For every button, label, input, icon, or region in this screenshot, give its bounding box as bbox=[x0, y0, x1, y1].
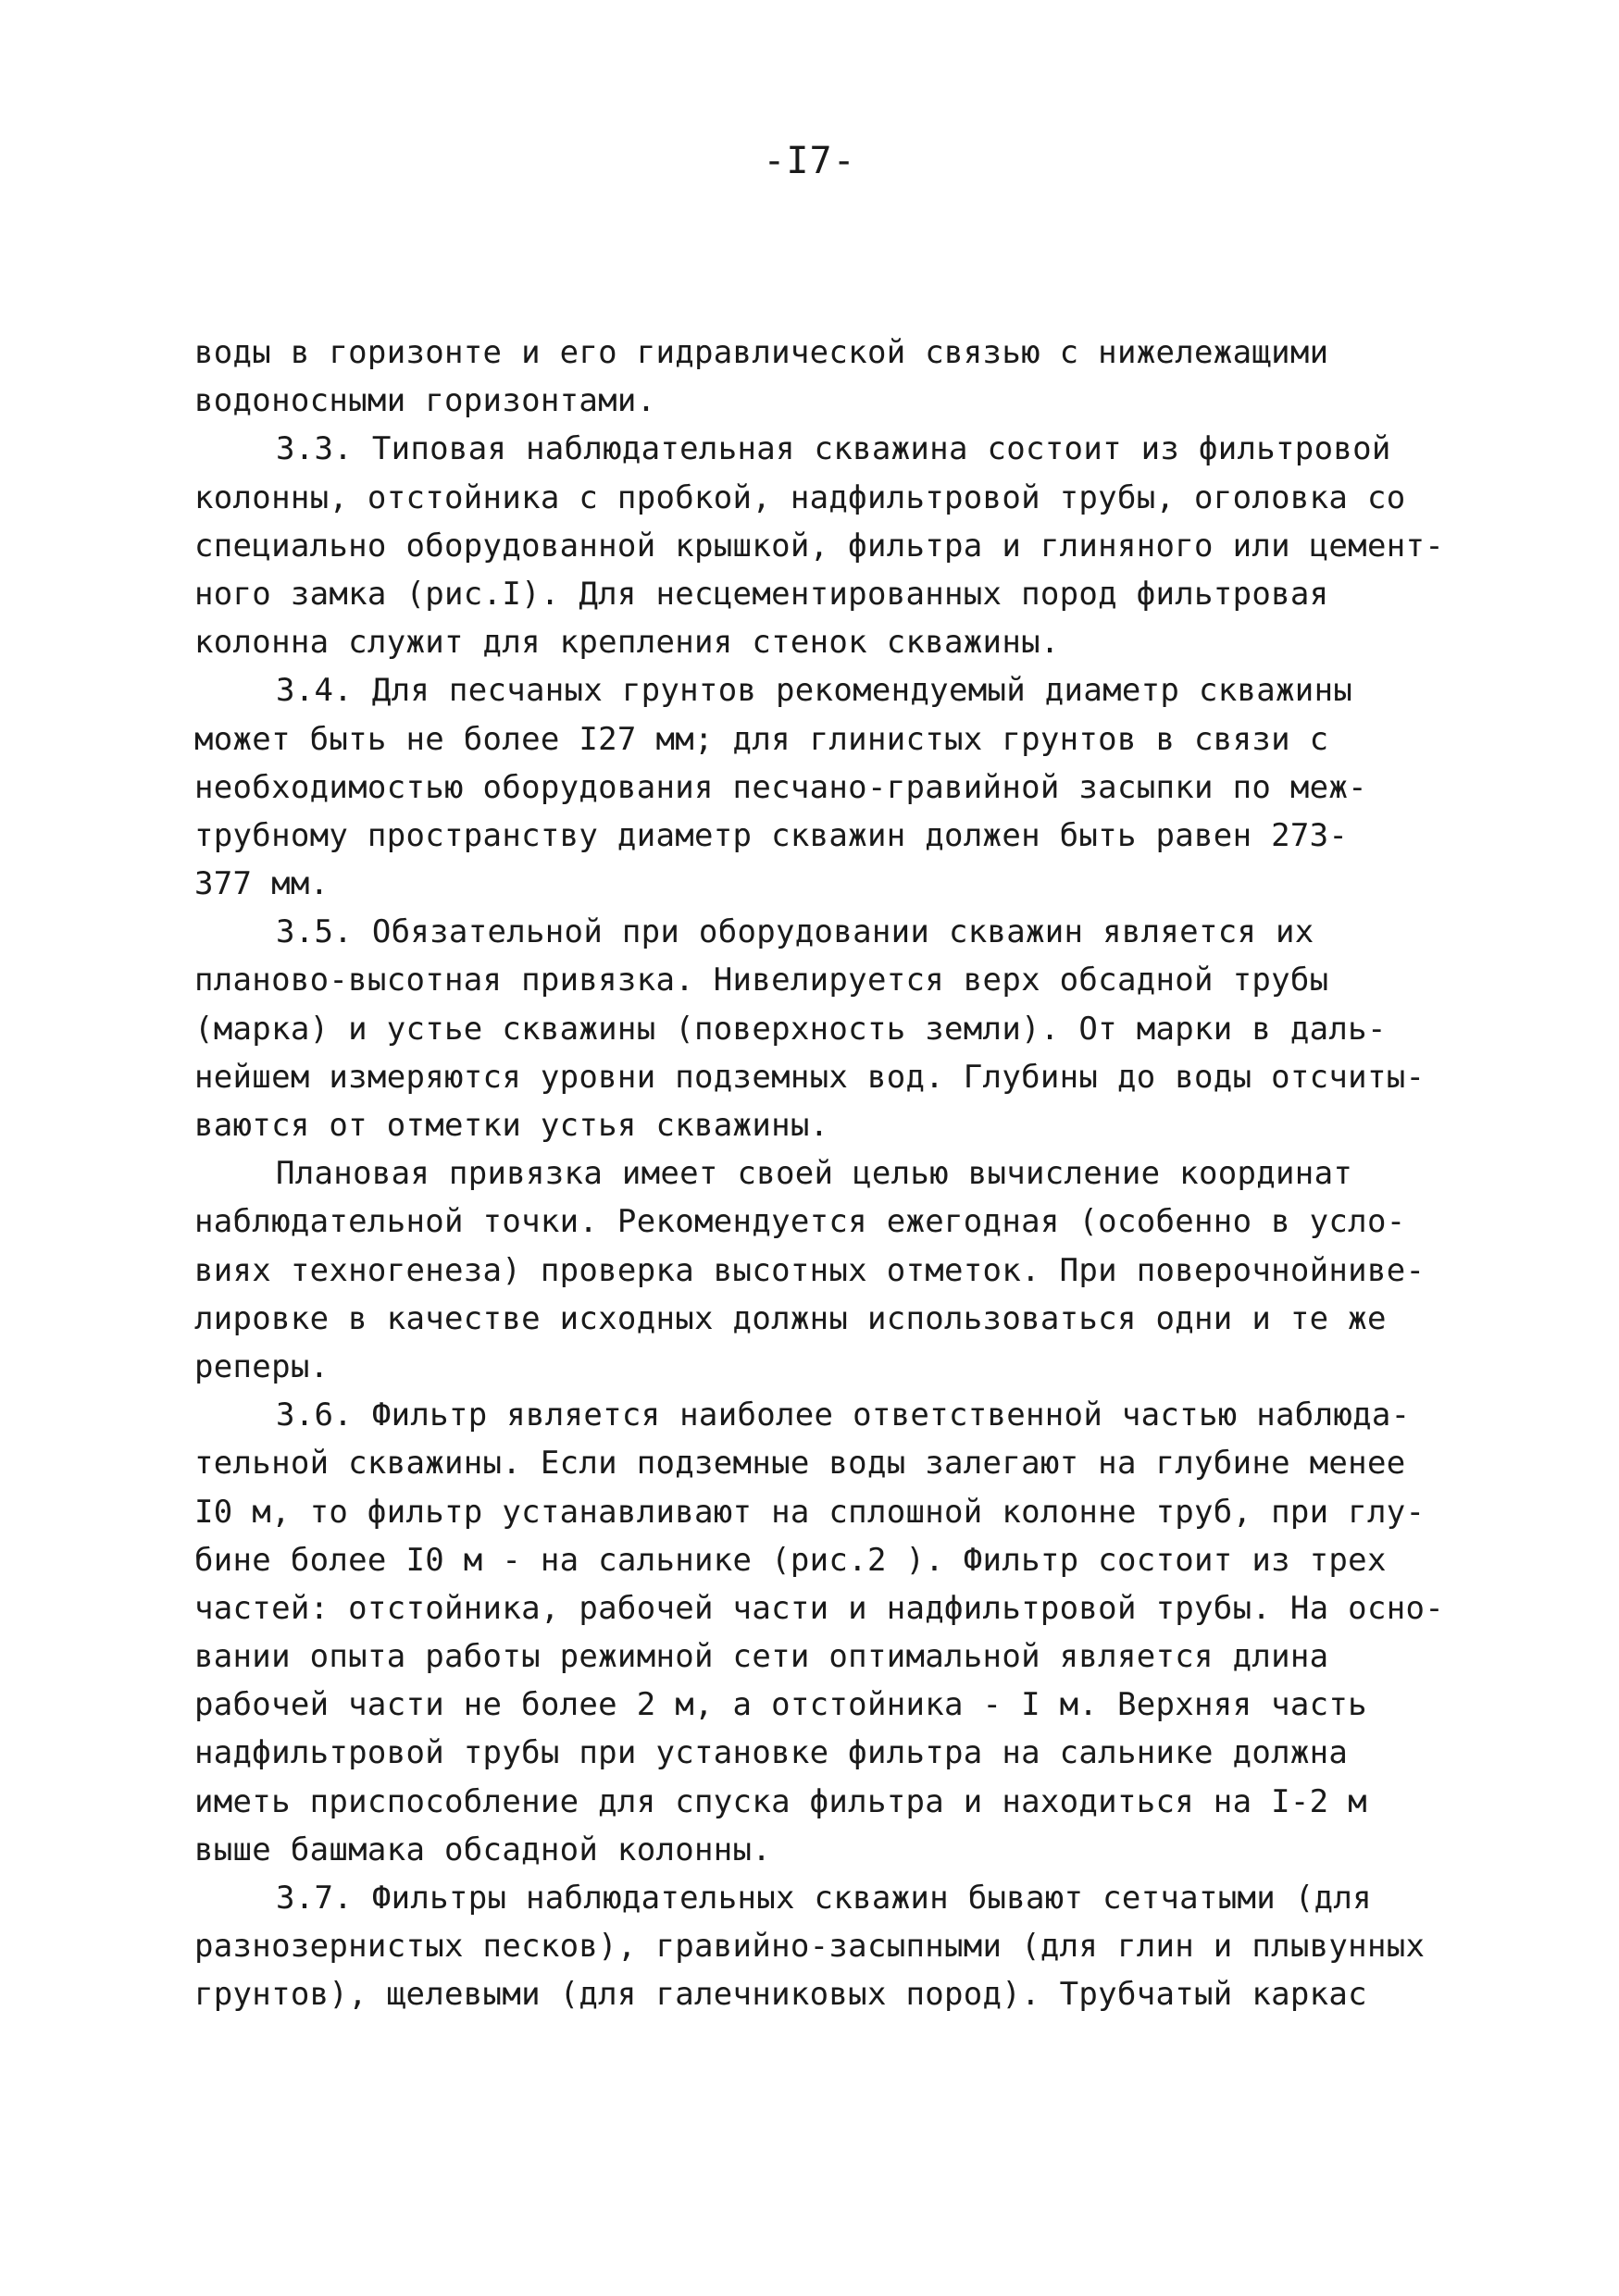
text-line: трубному пространству диаметр скважин должен быть равен 273- bbox=[194, 816, 1349, 854]
text-line: нейшем измеряются уровни подземных вод. Глубины до воды отсчиты- bbox=[194, 1058, 1426, 1096]
text-line: вании опыта работы режимной сети оптимальной является длина bbox=[194, 1638, 1329, 1676]
text-line: ного замка (рис.I). Для несцементированных пород фильтровая bbox=[194, 575, 1329, 613]
text-line: 3.7. Фильтры наблюдательных скважин бывают сетчатыми (для bbox=[276, 1880, 1372, 1917]
text-line: 377 мм. bbox=[194, 865, 330, 903]
text-line: надфильтровой трубы при установке фильтра на сальнике должна bbox=[194, 1734, 1349, 1772]
text-line: колонны, отстойника с пробкой, надфильтровой трубы, оголовка со bbox=[194, 478, 1406, 516]
text-line: водоносными горизонтами. bbox=[194, 382, 656, 420]
text-line: виях техногенеза) проверка высотных отметок. При поверочнойниве- bbox=[194, 1251, 1426, 1289]
text-line: наблюдательной точки. Рекомендуется ежегодная (особенно в усло- bbox=[194, 1203, 1406, 1241]
text-line: рабочей части не более 2 м, а отстойника - I м. Верхняя часть bbox=[194, 1686, 1367, 1724]
text-line: Плановая привязка имеет своей целью вычисление координат bbox=[276, 1155, 1353, 1193]
text-line: иметь приспособление для спуска фильтра и находиться на I-2 м bbox=[194, 1782, 1367, 1820]
page-number: -I7- bbox=[763, 140, 856, 182]
text-line: бине более I0 м - на сальнике (рис.2 ). Фильтр состоит из трех bbox=[194, 1541, 1387, 1579]
text-line: (марка) и устье скважины (поверхность земли). От марки в даль- bbox=[194, 1010, 1387, 1048]
text-line: выше башмака обсадной колонны. bbox=[194, 1831, 772, 1868]
text-line: частей: отстойника, рабочей части и надфильтровой трубы. На осно- bbox=[194, 1589, 1445, 1627]
text-line: воды в горизонте и его гидравлической связью с нижележащими bbox=[194, 334, 1329, 371]
text-line: I0 м, то фильтр устанавливают на сплошной колонне труб, при глу- bbox=[194, 1493, 1426, 1531]
text-line: 3.6. Фильтр является наиболее ответственной частью наблюда- bbox=[276, 1396, 1411, 1434]
text-line: специально оборудованной крышкой, фильтра и глиняного или цемент- bbox=[194, 527, 1445, 565]
text-line: реперы. bbox=[194, 1347, 330, 1385]
text-line: тельной скважины. Если подземные воды залегают на глубине менее bbox=[194, 1445, 1406, 1483]
text-line: колонна служит для крепления стенок скважины. bbox=[194, 624, 1060, 662]
text-line: ваются от отметки устья скважины. bbox=[194, 1107, 829, 1144]
body-text bbox=[194, 329, 1453, 2019]
text-line: лировке в качестве исходных должны использоваться одни и те же bbox=[194, 1299, 1387, 1337]
text-line: разнозернистых песков), гравийно-засыпными (для глин и плывунных bbox=[194, 1928, 1426, 1966]
text-line: 3.3. Типовая наблюдательная скважина состоит из фильтровой bbox=[276, 430, 1391, 468]
text-line: грунтов), щелевыми (для галечниковых пород). Трубчатый каркас bbox=[194, 1976, 1367, 2014]
text-line: необходимостью оборудования песчано-гравийной засыпки по меж- bbox=[194, 768, 1367, 806]
text-line: планово-высотная привязка. Нивелируется верх обсадной трубы bbox=[194, 962, 1329, 999]
text-line: может быть не более I27 мм; для глинистых грунтов в связи с bbox=[194, 720, 1329, 758]
text-line: 3.5. Обязательной при оборудовании скважин является их bbox=[276, 913, 1314, 951]
text-line: 3.4. Для песчаных грунтов рекомендуемый диаметр скважины bbox=[276, 672, 1353, 710]
